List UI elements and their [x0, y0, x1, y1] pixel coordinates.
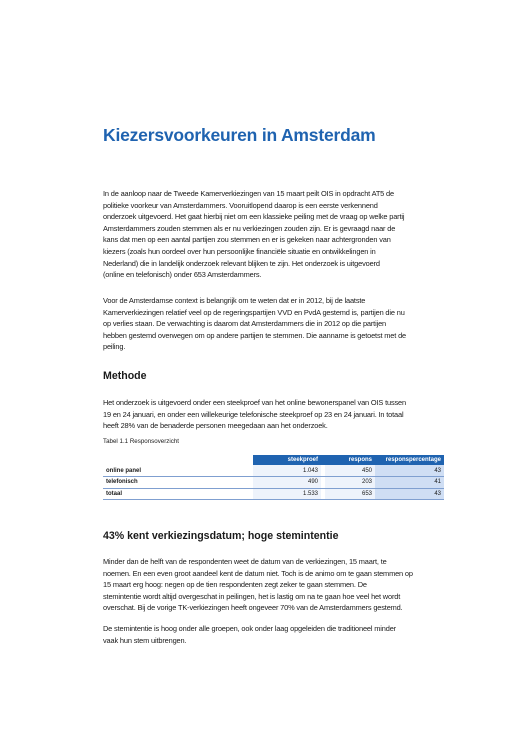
text-line: (online en telefonisch) onder 653 Amsterdammers.: [103, 270, 262, 280]
intro-paragraph: [103, 188, 443, 281]
page-title: Kiezersvoorkeuren in Amsterdam: [103, 125, 376, 145]
text-line: politieke voorkeur van Amsterdammers. Vooruitlopend daarop is een eerste verkennend: [103, 200, 378, 210]
text-line: In de aanloop naar de Tweede Kamerverkiezingen van 15 maart peilt OIS in opdracht AT5 de: [103, 189, 394, 198]
text-line: kiezers (zoals hun oordeel over hun persoonlijke financiële situatie en ontwikkelingen in: [103, 246, 376, 256]
table-cell: 450: [325, 465, 375, 477]
table-cell: 203: [325, 477, 375, 489]
table-cell: 1.043: [253, 465, 321, 477]
text-line: onderzoek uitgevoerd. Het gaat hierbij niet om een klassieke peiling met de vraag op welke partij: [103, 212, 405, 222]
text-line: op verlies staan. De verwachting is daarom dat Amsterdammers die in 2012 op die partijen: [103, 319, 386, 329]
table-cell: 41: [375, 477, 444, 489]
text-line: Voor de Amsterdamse context is belangrijk om te weten dat er in 2012, bij de laatste: [103, 296, 366, 305]
text-line: Nederland) die in landelijk onderzoek relevant blijken te zijn. Het onderzoek is uitgevoerd: [103, 258, 380, 268]
text-line: noemen. En een even groot aandeel kent de datum niet. Toch is de animo om te gaan stemmen op: [103, 568, 413, 578]
text-line: Kamerverkiezingen relatief veel op de regeringspartijen VVD en PvdA gestemd is, partijen die nu: [103, 307, 405, 317]
table-cell: 43: [375, 488, 444, 500]
table-row: [103, 477, 444, 489]
table-header-cell: responspercentage: [375, 455, 444, 465]
table-row: [103, 488, 444, 500]
table-header-cell: respons: [325, 455, 375, 465]
table-cell: online panel: [103, 465, 253, 477]
table-cell: 1.533: [253, 488, 321, 500]
section2-paragraph-1: [103, 556, 443, 614]
methode-heading: Methode: [103, 370, 147, 382]
section2-heading: 43% kent verkiezingsdatum; hoge stemintentie: [103, 530, 339, 542]
table-header-cell: [103, 455, 253, 465]
text-line: vaak hun stem uitbrengen.: [103, 635, 187, 645]
text-line: De stemintentie is hoog onder alle groepen, ook onder laag opgeleiden die traditioneel minder: [103, 624, 396, 633]
table-cell: 490: [253, 477, 321, 489]
methode-paragraph: [103, 397, 443, 432]
table-cell: totaal: [103, 488, 253, 500]
text-line: Minder dan de helft van de respondenten weet de datum van de verkiezingen, 15 maart, te: [103, 557, 387, 566]
text-line: heeft 28% van de benaderde personen meegedaan aan het onderzoek.: [103, 421, 328, 431]
text-line: 15 maart erg hoog: negen op de tien respondenten zegt zeker te gaan stemmen. De: [103, 580, 367, 590]
text-line: stemintentie wordt altijd overgeschat in peilingen, het is lastig om na te gaan hoe veel het wordt: [103, 591, 401, 601]
table-header-cell: steekproef: [253, 455, 321, 465]
text-line: hebben gestemd overwegen om op andere partijen te stemmen. Die aanname is getoetst met de: [103, 330, 406, 340]
text-line: Amsterdammers zouden stemmen als er nu verkiezingen zouden zijn. Er is gevraagd naar de: [103, 223, 396, 233]
section2-paragraph-2: [103, 623, 443, 646]
text-line: peiling.: [103, 342, 126, 352]
text-line: kans dat men op een aantal partijen zou stemmen en er is gekeken naar achtergronden van: [103, 235, 391, 245]
table-cell: 653: [325, 488, 375, 500]
table-caption: Tabel 1.1 Responsoverzicht: [103, 438, 180, 445]
table-row: [103, 465, 444, 477]
table-cell: telefonisch: [103, 477, 253, 489]
text-line: overschat. Bij de vorige TK-verkiezingen heeft ongeveer 70% van de Amsterdammers gestemd.: [103, 603, 403, 613]
response-table: [103, 455, 444, 500]
text-line: Het onderzoek is uitgevoerd onder een steekproef van het online bewonerspanel van OIS tussen: [103, 398, 406, 407]
context-paragraph: [103, 295, 443, 353]
table-cell: 43: [375, 465, 444, 477]
text-line: 19 en 24 januari, en onder een willekeurige telefonische steekproef op 23 en 24 januari. In totaal: [103, 409, 404, 419]
table-header-row: [103, 455, 444, 465]
